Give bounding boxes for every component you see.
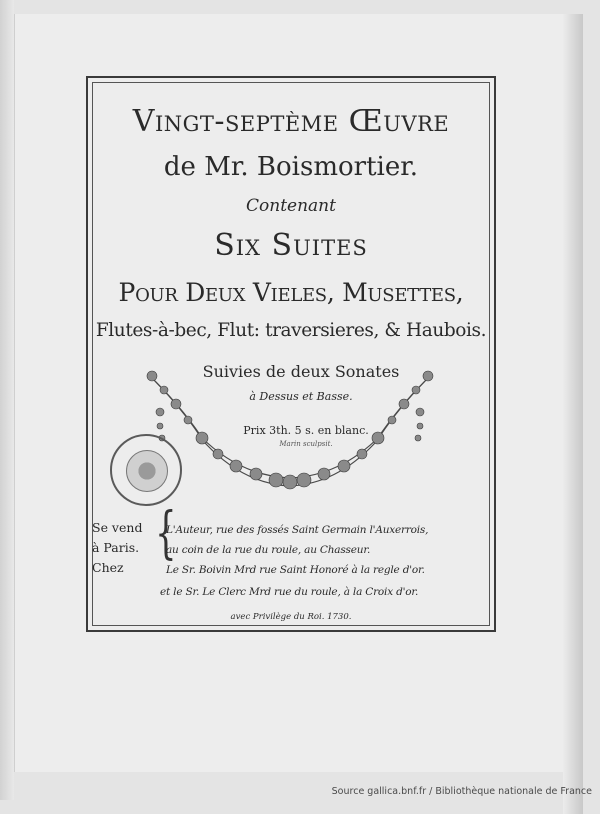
sale-label-1: Se vend xyxy=(92,520,143,535)
engraver-note: Marin sculpsit. xyxy=(279,440,333,448)
page-edge xyxy=(563,14,583,814)
sale-label-3: Chez xyxy=(92,560,124,575)
instruments-line-1: Pour Deux Vieles, Musettes, xyxy=(118,278,464,307)
six-suites-heading: Six Suites xyxy=(214,228,368,263)
contenant-line: Contenant xyxy=(246,196,336,216)
brace-ornament: { xyxy=(155,501,177,566)
sonates-line: Suivies de deux Sonates xyxy=(202,362,400,381)
composer-line: de Mr. Boismortier. xyxy=(163,152,419,182)
address-line-2: au coin de la rue du roule, au Chasseur. xyxy=(166,544,371,556)
address-line-4: et le Sr. Le Clerc Mrd rue du roule, à la Croix d'or. xyxy=(160,586,419,598)
library-stamp xyxy=(110,434,182,506)
book-spine xyxy=(0,0,14,800)
instruments-line-2: Flutes-à-bec, Flut: traversieres, & Haubois. xyxy=(95,320,487,341)
address-line-3: Le Sr. Boivin Mrd rue Saint Honoré à la regle d'or. xyxy=(166,564,425,576)
dessus-basse-line: à Dessus et Basse. xyxy=(249,390,353,403)
royal-privilege: avec Privilège du Roi. 1730. xyxy=(230,612,352,622)
sale-label-2: à Paris. xyxy=(92,540,140,555)
library-stamp-emblem xyxy=(126,450,168,492)
price-line: Prix 3th. 5 s. en blanc. xyxy=(243,424,369,437)
work-title: Vingt-septème Œuvre xyxy=(132,104,450,139)
address-line-1: L'Auteur, rue des fossés Saint Germain l'Auxerrois, xyxy=(166,524,429,536)
source-credit: Source gallica.bnf.fr / Bibliothèque nationale de France xyxy=(331,786,592,797)
title-frame xyxy=(86,76,496,632)
